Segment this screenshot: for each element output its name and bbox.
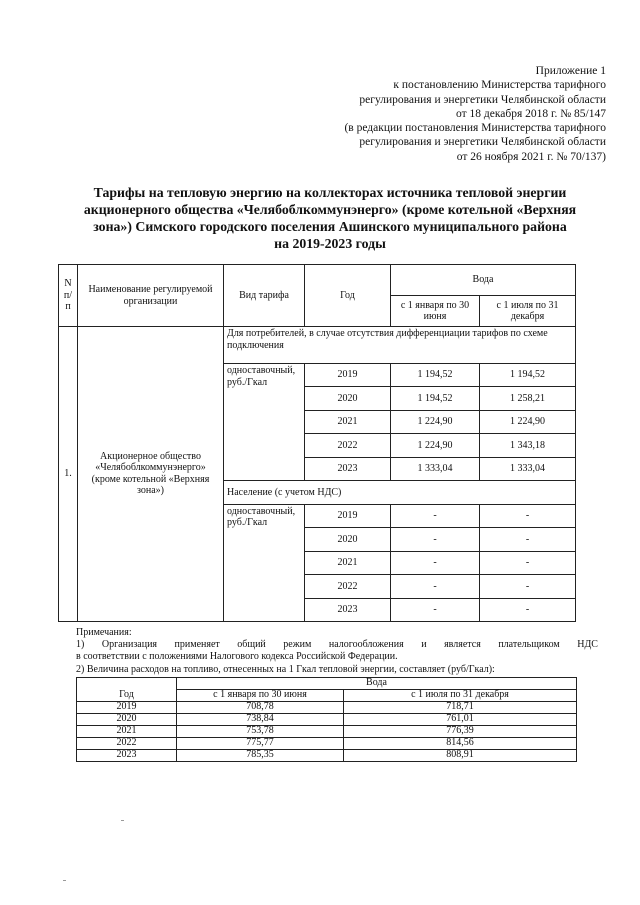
header-organization: Наименование регулируемой организации: [78, 265, 224, 327]
fuel-value-cell: 776,39: [344, 726, 577, 738]
fuel-header-water: Вода: [177, 678, 577, 690]
fuel-header-period-1: с 1 января по 30 июня: [177, 690, 344, 702]
value-cell: 1 333,04: [391, 457, 480, 480]
value-cell: -: [391, 575, 480, 598]
value-cell: 1 194,52: [480, 364, 576, 387]
fuel-value-cell: 753,78: [177, 726, 344, 738]
title-line: на 2019-2023 годы: [274, 236, 386, 251]
year-cell: 2021: [305, 410, 391, 433]
notes-section: [76, 627, 598, 676]
note-word: налогообложения: [328, 639, 404, 651]
value-cell: -: [391, 504, 480, 527]
note-word: общий: [237, 639, 266, 651]
fuel-value-cell: 785,35: [177, 750, 344, 762]
title-line: зона») Симского городского поселения Ашинского муниципального района: [93, 219, 567, 234]
document-title: [62, 184, 598, 252]
group-label: Население (с учетом НДС): [224, 480, 576, 504]
fuel-value-cell: 708,78: [177, 702, 344, 714]
note-1-line-1: [76, 639, 598, 651]
fuel-year-cell: 2020: [77, 714, 177, 726]
appendix-line: к постановлению Министерства тарифного: [393, 79, 606, 92]
note-2: 2) Величина расходов на топливо, отнесенных на 1 Гкал тепловой энергии, составляет (руб/Гкал):: [76, 663, 495, 675]
fuel-header-period-2: с 1 июля по 31 декабря: [344, 690, 577, 702]
value-cell: 1 224,90: [480, 410, 576, 433]
note-word: Организация: [101, 639, 158, 651]
value-cell: 1 224,90: [391, 410, 480, 433]
fuel-year-cell: 2019: [77, 702, 177, 714]
fuel-year-cell: 2022: [77, 738, 177, 750]
appendix-header: [300, 64, 606, 164]
header-water: Вода: [391, 265, 576, 296]
fuel-value-cell: 808,91: [344, 750, 577, 762]
fuel-value-cell: 761,01: [344, 714, 577, 726]
organization-name: Акционерное общество «Челябоблкоммунэнерго» (кроме котельной «Верхняя зона»): [78, 327, 224, 622]
value-cell: 1 224,90: [391, 434, 480, 457]
appendix-line: от 26 ноября 2021 г. № 70/137): [456, 150, 606, 163]
title-line: Тарифы на тепловую энергию на коллекторах источника тепловой энергии: [93, 185, 567, 200]
appendix-line: регулирования и энергетики Челябинской области: [359, 136, 606, 149]
value-cell: -: [480, 504, 576, 527]
year-cell: 2020: [305, 387, 391, 410]
value-cell: -: [480, 551, 576, 574]
year-cell: 2023: [305, 457, 391, 480]
table-row: [77, 726, 577, 738]
note-word: НДС: [577, 639, 598, 651]
header-year: Год: [305, 265, 391, 327]
title-line: акционерного общества «Челябоблкоммунэнерго» (кроме котельной «Верхняя: [83, 202, 577, 217]
year-cell: 2023: [305, 598, 391, 621]
year-cell: 2019: [305, 504, 391, 527]
year-cell: 2022: [305, 434, 391, 457]
value-cell: -: [391, 528, 480, 551]
fuel-header-year: Год: [77, 678, 177, 702]
year-cell: 2022: [305, 575, 391, 598]
value-cell: 1 333,04: [480, 457, 576, 480]
header-period-2: с 1 июля по 31 декабря: [480, 296, 576, 327]
value-cell: -: [391, 551, 480, 574]
header-period-1: с 1 января по 30 июня: [391, 296, 480, 327]
value-cell: 1 343,18: [480, 434, 576, 457]
scan-speck: [121, 820, 124, 821]
fuel-year-cell: 2023: [77, 750, 177, 762]
appendix-line: от 18 декабря 2018 г. № 85/147: [456, 107, 606, 120]
note-word: и: [421, 639, 427, 651]
note-word: применяет: [174, 639, 220, 651]
value-cell: 1 194,52: [391, 387, 480, 410]
year-cell: 2019: [305, 364, 391, 387]
notes-heading: Примечания:: [76, 627, 132, 638]
tariff-table: [58, 264, 576, 622]
tariff-type-cell: одноставочный, руб./Гкал: [224, 504, 305, 621]
fuel-value-cell: 718,71: [344, 702, 577, 714]
fuel-cost-table: [76, 677, 577, 762]
value-cell: 1 258,21: [480, 387, 576, 410]
year-cell: 2021: [305, 551, 391, 574]
table-row: [77, 714, 577, 726]
value-cell: -: [391, 598, 480, 621]
scan-speck: [63, 880, 66, 881]
table-row: [77, 750, 577, 762]
note-1-line-2: в соответствии с положениями Налогового кодекса Российской Федерации.: [76, 651, 398, 663]
header-tariff-type: Вид тарифа: [224, 265, 305, 327]
fuel-value-cell: 775,77: [177, 738, 344, 750]
table-row: [77, 738, 577, 750]
header-num: N п/п: [59, 265, 78, 327]
fuel-year-cell: 2021: [77, 726, 177, 738]
row-number: 1.: [59, 327, 78, 622]
value-cell: 1 194,52: [391, 364, 480, 387]
note-word: 1): [76, 639, 85, 651]
year-cell: 2020: [305, 528, 391, 551]
tariff-type-cell: одноставочный, руб./Гкал: [224, 364, 305, 481]
value-cell: -: [480, 598, 576, 621]
note-word: является: [444, 639, 481, 651]
fuel-value-cell: 814,56: [344, 738, 577, 750]
note-word: режим: [283, 639, 312, 651]
fuel-value-cell: 738,84: [177, 714, 344, 726]
group-label: Для потребителей, в случае отсутствия дифференциации тарифов по схеме подключения: [224, 327, 576, 364]
value-cell: -: [480, 528, 576, 551]
appendix-line: Приложение 1: [535, 65, 606, 77]
value-cell: -: [480, 575, 576, 598]
appendix-line: регулирования и энергетики Челябинской области: [359, 93, 606, 106]
table-row: [77, 702, 577, 714]
note-word: плательщиком: [498, 639, 560, 651]
appendix-line: (в редакции постановления Министерства тарифного: [344, 122, 606, 135]
